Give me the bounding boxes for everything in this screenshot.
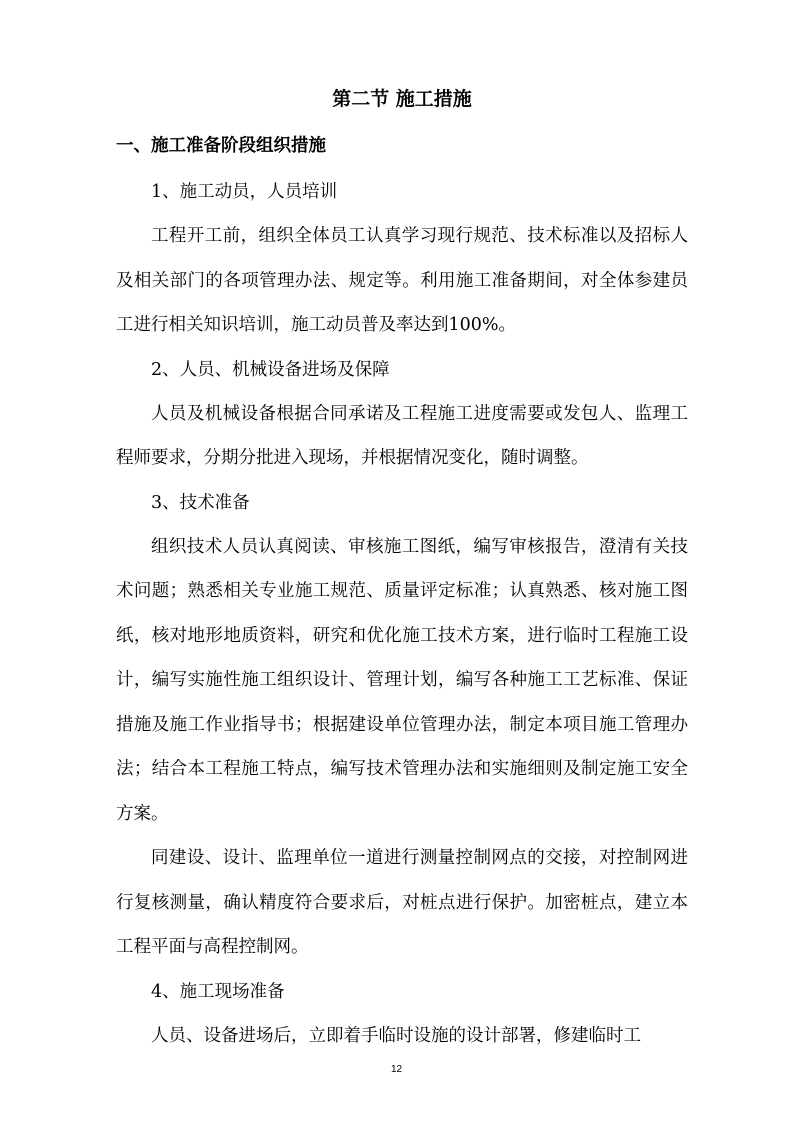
page-content <box>116 80 688 1058</box>
item-heading: 1、施工动员，人员培训 <box>151 182 338 202</box>
paragraph: 组织技术人员认真阅读、审核施工图纸，编写审核报告，澄清有关技术问题；熟悉相关专业施工规范、质量评定标准；认真熟悉、核对施工图纸，核对地形地质资料，研究和优化施工技术方案，进行临时工程施工设计，编写实施性施工组织设计、管理计划，编写各种施工工艺标准、保证措施及施工作业指导书；根据建设单位管理办法，制定本项目施工管理办法；结合本工程施工特点，编写技术管理办法和实施细则及制定施工安全方案。 <box>116 536 688 824</box>
item-heading: 2、人员、机械设备进场及保障 <box>151 359 390 380</box>
paragraph: 人员及机械设备根据合同承诺及工程施工进度需要或发包人、监理工程师要求，分期分批进入现场，并根据情况变化，随时调整。 <box>116 403 688 468</box>
section-heading: 一、施工准备阶段组织措施 <box>116 136 326 156</box>
item-1 <box>116 170 688 348</box>
item-heading: 4、施工现场准备 <box>151 981 285 1002</box>
page-title: 第二节 施工措施 <box>332 88 472 110</box>
page-number: 12 <box>390 1064 403 1075</box>
item-3 <box>116 481 688 970</box>
item-heading: 3、技术准备 <box>151 492 250 513</box>
paragraph: 同建设、设计、监理单位一道进行测量控制网点的交接，对控制网进行复核测量，确认精度符合要求后，对桩点进行保护。加密桩点，建立本工程平面与高程控制网。 <box>116 848 688 957</box>
paragraph: 人员、设备进场后，立即着手临时设施的设计部署，修建临时工 <box>151 1025 641 1046</box>
paragraph: 工程开工前，组织全体员工认真学习现行规范、技术标准以及招标人及相关部门的各项管理办法、规定等。利用施工准备期间，对全体参建员工进行相关知识培训，施工动员普及率达到100%。 <box>116 226 688 335</box>
item-4 <box>116 970 688 1059</box>
item-2 <box>116 348 688 481</box>
